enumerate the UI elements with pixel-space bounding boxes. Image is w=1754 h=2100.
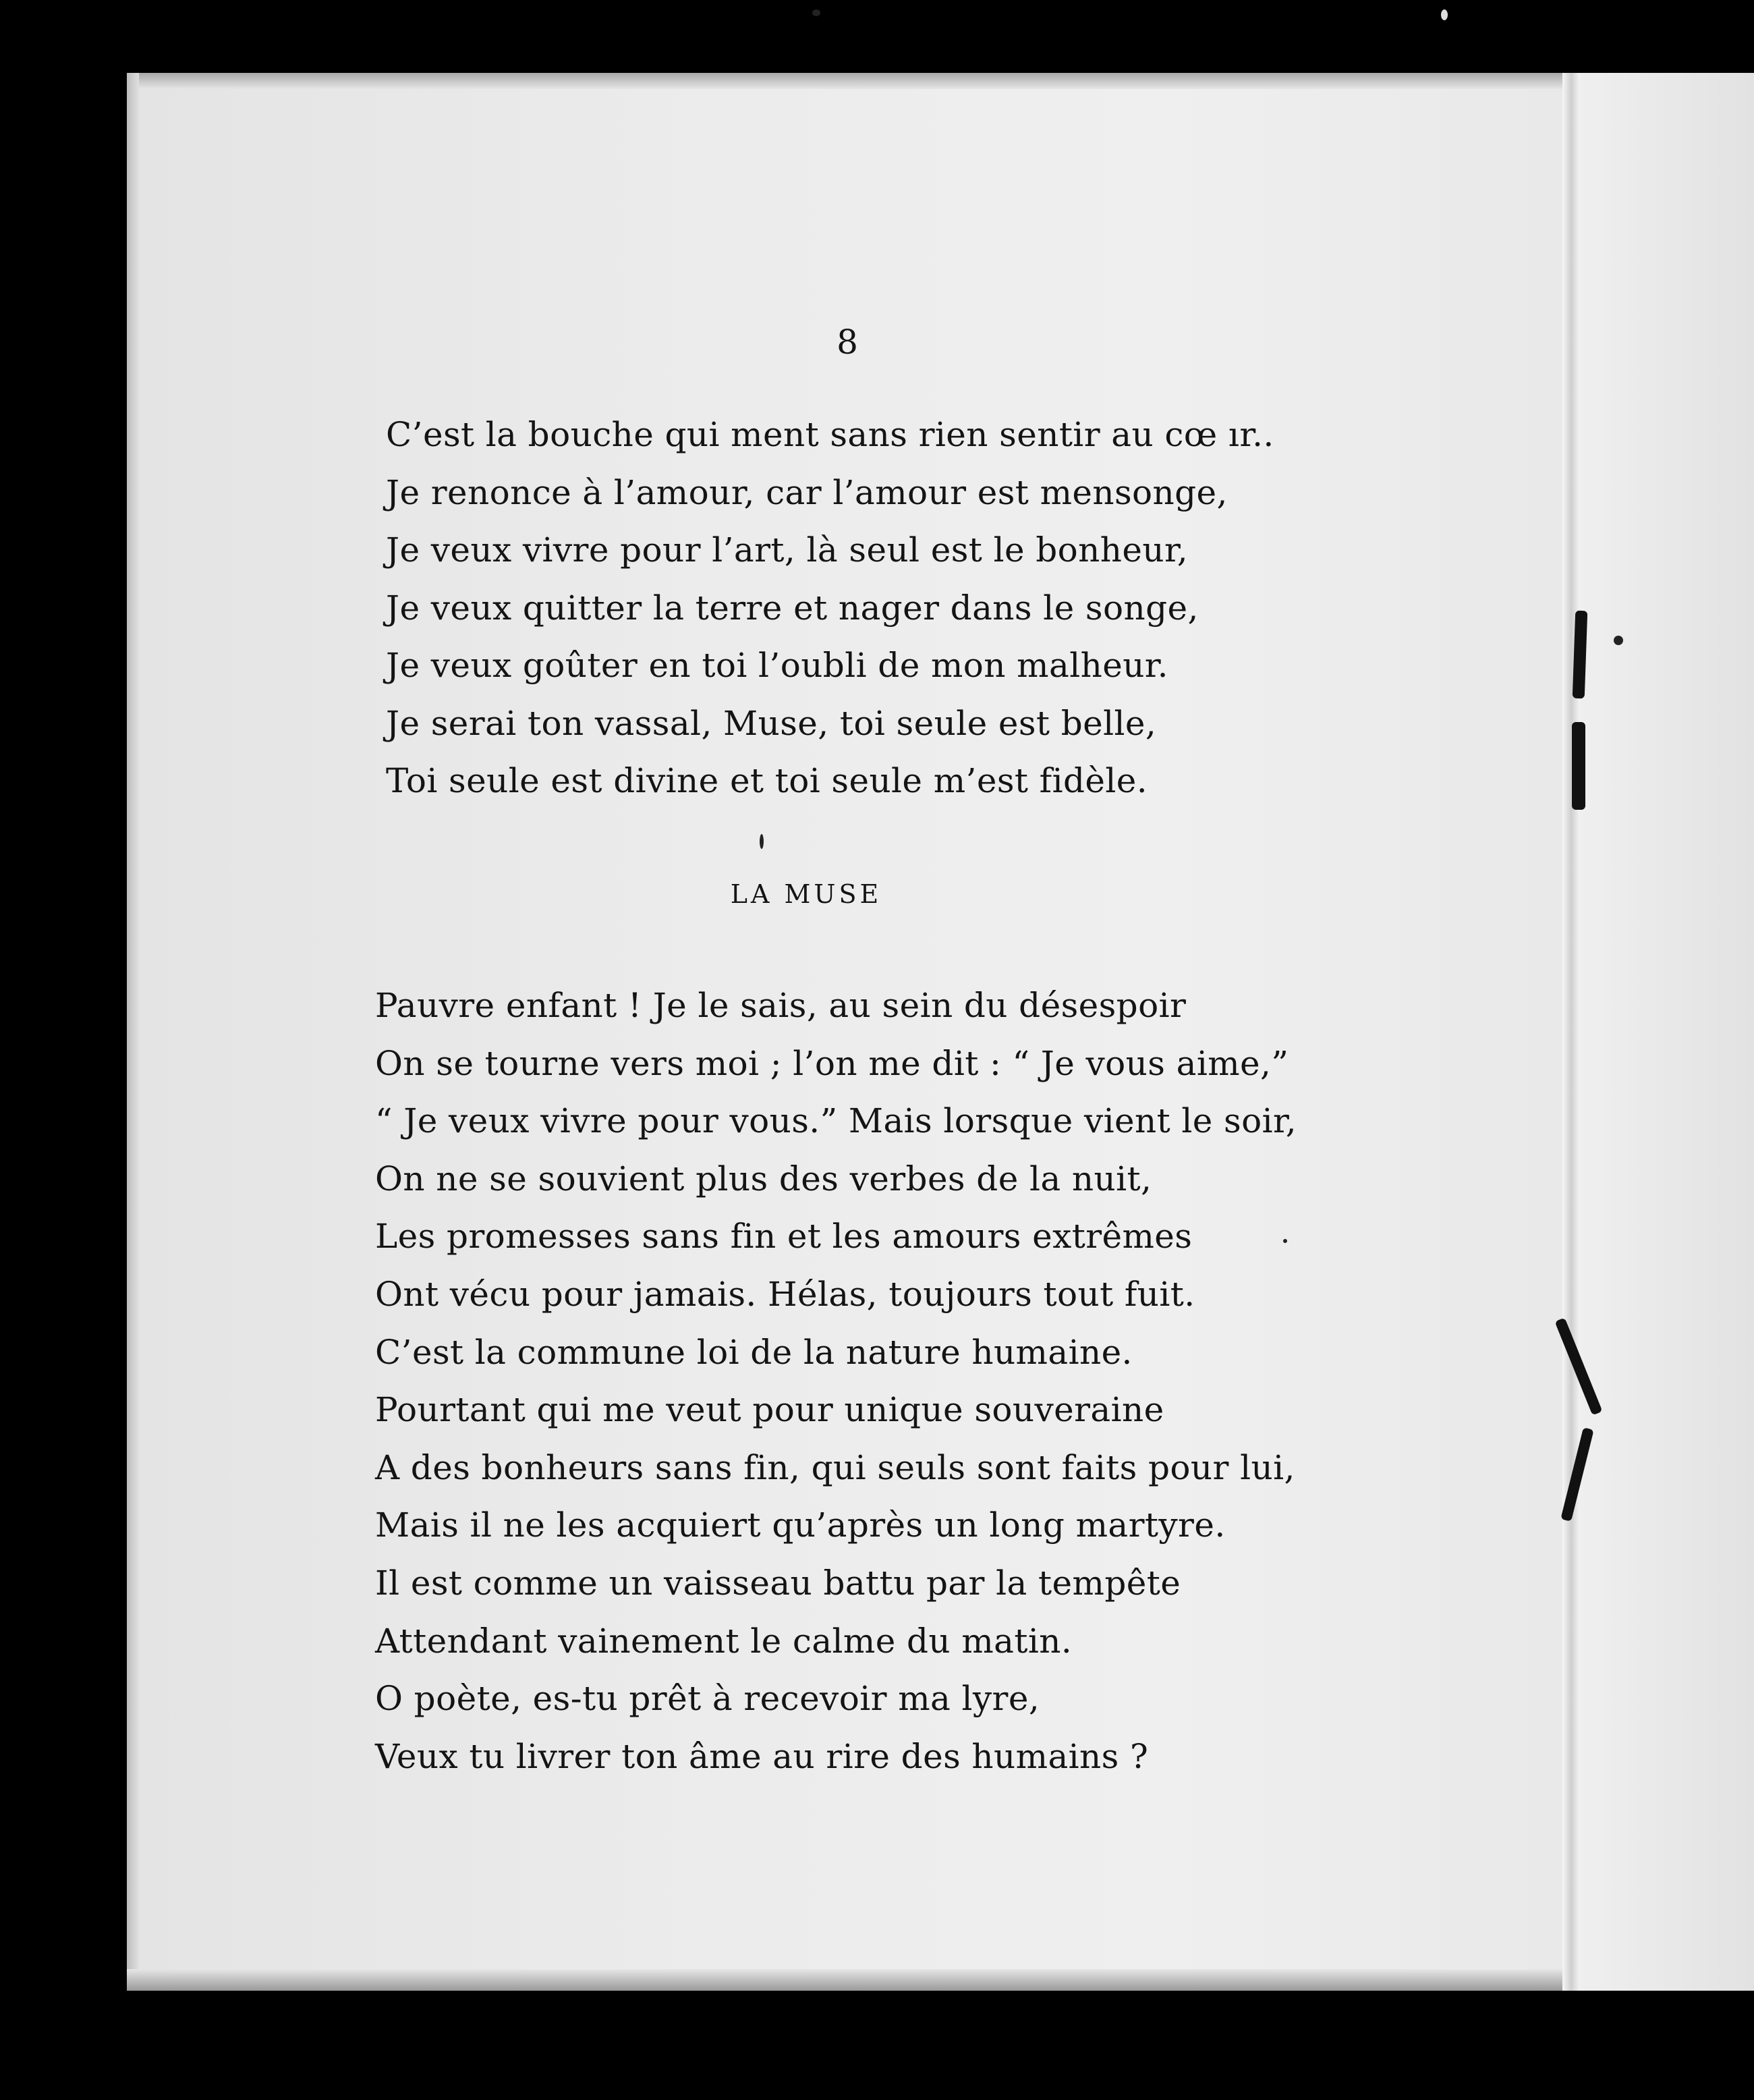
section-heading: LA MUSE: [730, 879, 882, 909]
verse-line: Je veux vivre pour l’art, là seul est le bonheur,: [386, 530, 1189, 570]
verse-line: Attendant vainement le calme du matin.: [375, 1621, 1073, 1661]
verse-line: Pourtant qui me veut pour unique souveraine: [375, 1390, 1164, 1430]
verse-line: C’est la bouche qui ment sans rien sentir au cœ ır..: [386, 415, 1274, 454]
verse-line: On ne se souvient plus des verbes de la nuit,: [375, 1159, 1152, 1198]
verse-line: Je renonce à l’amour, car l’amour est mensonge,: [386, 472, 1228, 512]
verse-line: Je veux goûter en toi l’oubli de mon malheur.: [386, 646, 1168, 685]
verse-line: Toi seule est divine et toi seule m’est fidèle.: [386, 761, 1148, 800]
verse-line: A des bonheurs sans fin, qui seuls sont faits pour lui,: [375, 1447, 1295, 1487]
verse-line: Il est comme un vaisseau battu par la tempête: [375, 1563, 1181, 1603]
verse-line: Les promesses sans fin et les amours extrêmes: [375, 1217, 1193, 1256]
poem-stanza-1: [386, 406, 1274, 810]
verse-line: Ont vécu pour jamais. Hélas, toujours tout fuit.: [375, 1274, 1195, 1314]
verse-line: “ Je veux vivre pour vous.” Mais lorsque vient le soir,: [375, 1101, 1297, 1141]
page-number: 8: [837, 323, 858, 362]
verse-line: On se tourne vers moi ; l’on me dit : “ Je vous aime,”: [375, 1043, 1289, 1083]
poem-stanza-2: [375, 977, 1297, 1786]
verse-line: Veux tu livrer ton âme au rire des humains ?: [375, 1736, 1149, 1776]
verse-line: Je veux quitter la terre et nager dans le songe,: [386, 588, 1199, 628]
verse-line: O poète, es-tu prêt à recevoir ma lyre,: [375, 1679, 1040, 1719]
verse-line: Pauvre enfant ! Je le sais, au sein du désespoir: [375, 986, 1187, 1025]
verse-line: C’est la commune loi de la nature humaine.: [375, 1332, 1133, 1372]
verse-line: Mais il ne les acquiert qu’après un long martyre.: [375, 1505, 1226, 1545]
verse-line: Je serai ton vassal, Muse, toi seule est belle,: [386, 703, 1157, 743]
